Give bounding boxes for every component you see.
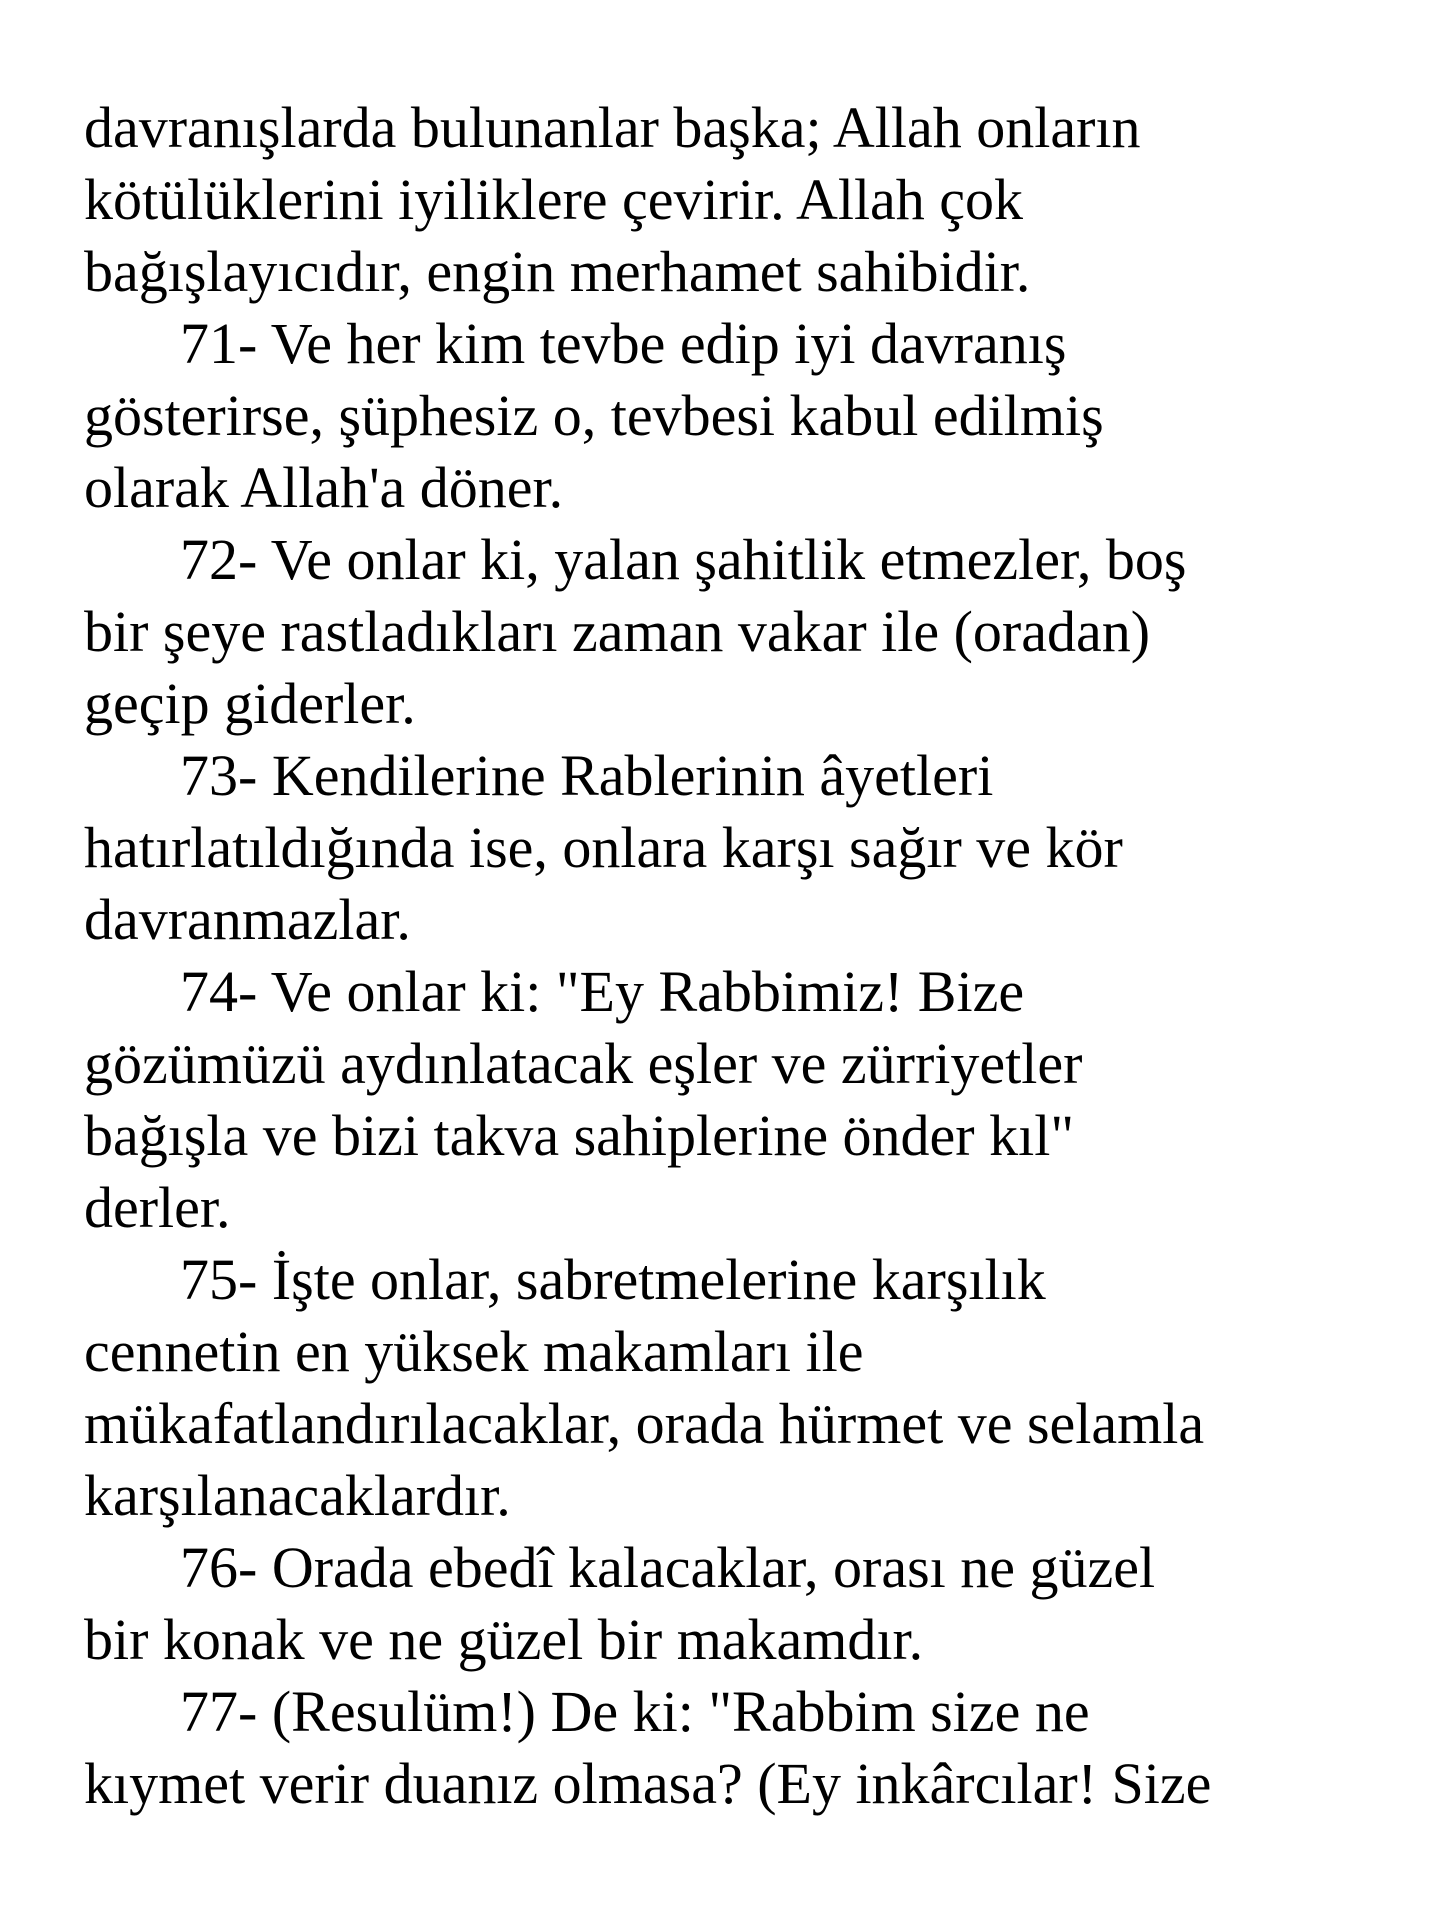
verse-73-start: 73- Kendilerine Rablerinin âyetleri [180,743,994,808]
verse-76-start: 76- Orada ebedî kalacaklar, orası ne güzel [180,1535,1156,1600]
text-line: bağışla ve bizi takva sahiplerine önder kıl" [84,1103,1075,1168]
text-line: karşılanacaklardır. [84,1463,511,1528]
text-line: davranışlarda bulunanlar başka; Allah onların [84,95,1141,160]
document-page [84,92,1384,1820]
text-line: gösterirse, şüphesiz o, tevbesi kabul edilmiş [84,383,1104,448]
text-line: kötülüklerini iyiliklere çevirir. Allah çok [84,167,1024,232]
text-line: gözümüzü aydınlatacak eşler ve zürriyetler [84,1031,1083,1096]
text-line: hatırlatıldığında ise, onlara karşı sağır ve kör [84,815,1123,880]
verse-75-start: 75- İşte onlar, sabretmelerine karşılık [180,1247,1046,1312]
text-line: olarak Allah'a döner. [84,455,564,520]
verse-77-start: 77- (Resulüm!) De ki: "Rabbim size ne [180,1679,1090,1744]
text-line: mükafatlandırılacaklar, orada hürmet ve selamla [84,1391,1205,1456]
verse-74-start: 74- Ve onlar ki: "Ey Rabbimiz! Bize [180,959,1025,1024]
text-line: kıymet verir duanız olmasa? (Ey inkârcılar! Size [84,1751,1212,1816]
text-line: bir konak ve ne güzel bir makamdır. [84,1607,924,1672]
text-line: cennetin en yüksek makamları ile [84,1319,864,1384]
text-line: davranmazlar. [84,887,411,952]
text-line: derler. [84,1175,231,1240]
text-line: bağışlayıcıdır, engin merhamet sahibidir. [84,239,1031,304]
text-line: geçip giderler. [84,671,416,736]
text-line: bir şeye rastladıkları zaman vakar ile (oradan) [84,599,1151,664]
verse-71-start: 71- Ve her kim tevbe edip iyi davranış [180,311,1067,376]
verse-72-start: 72- Ve onlar ki, yalan şahitlik etmezler, boş [180,527,1187,592]
